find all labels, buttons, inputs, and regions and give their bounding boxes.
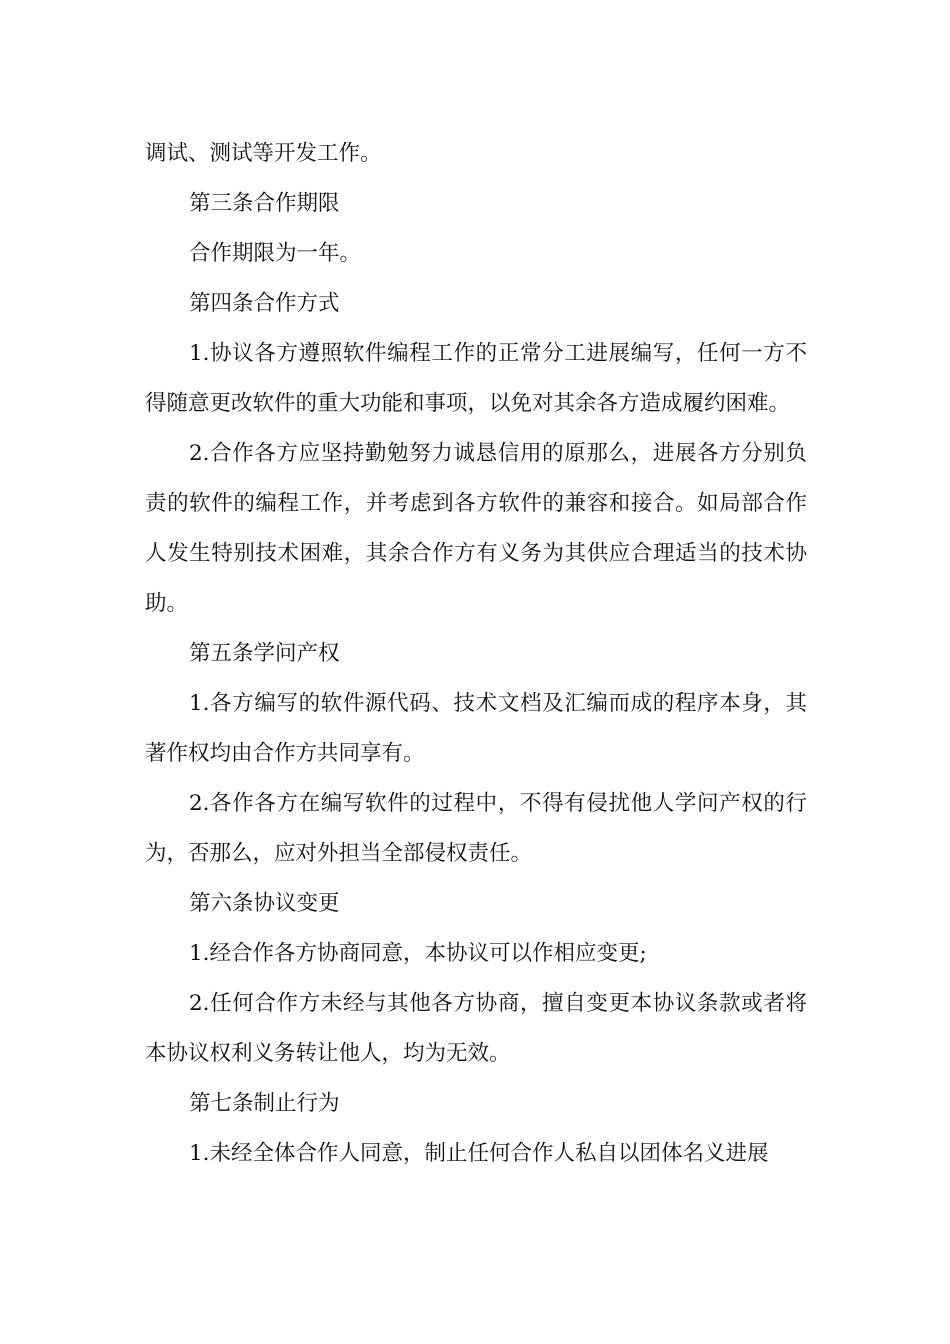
article-6-heading: 第六条协议变更 — [189, 891, 340, 916]
article-7-clause-1: 1.未经全体合作人同意，制止任何合作人私自以团体名义进展 — [189, 1141, 769, 1166]
article-3-text: 合作期限为一年。 — [189, 241, 362, 266]
article-5-clause-1: 1.各方编写的软件源代码、技术文档及汇编而成的程序本身，其著作权均由合作方共同享有。 — [145, 691, 807, 766]
article-7-heading: 第七条制止行为 — [189, 1091, 340, 1116]
article-5-clause-2: 2.各作各方在编写软件的过程中，不得有侵扰他人学问产权的行为，否那么，应对外担当全部侵权责任。 — [145, 791, 807, 866]
article-3-heading: 第三条合作期限 — [189, 191, 340, 216]
document-body — [145, 129, 807, 1179]
article-5-heading: 第五条学问产权 — [189, 641, 340, 666]
article-4-heading: 第四条合作方式 — [189, 291, 340, 316]
article-4-clause-2: 2.合作各方应坚持勤勉努力诚恳信用的原那么，进展各方分别负责的软件的编程工作，并考虑到各方软件的兼容和接合。如局部合作人发生特别技术困难，其余合作方有义务为其供应合理适当的技术协助。 — [145, 441, 807, 616]
paragraph-continuation: 调试、测试等开发工作。 — [145, 141, 382, 166]
article-6-clause-1: 1.经合作各方协商同意，本协议可以作相应变更; — [189, 941, 647, 966]
article-4-clause-1: 1.协议各方遵照软件编程工作的正常分工进展编写，任何一方不得随意更改软件的重大功能和事项，以免对其余各方造成履约困难。 — [145, 341, 807, 416]
article-6-clause-2: 2.任何合作方未经与其他各方协商，擅自变更本协议条款或者将本协议权利义务转让他人，均为无效。 — [145, 991, 807, 1066]
